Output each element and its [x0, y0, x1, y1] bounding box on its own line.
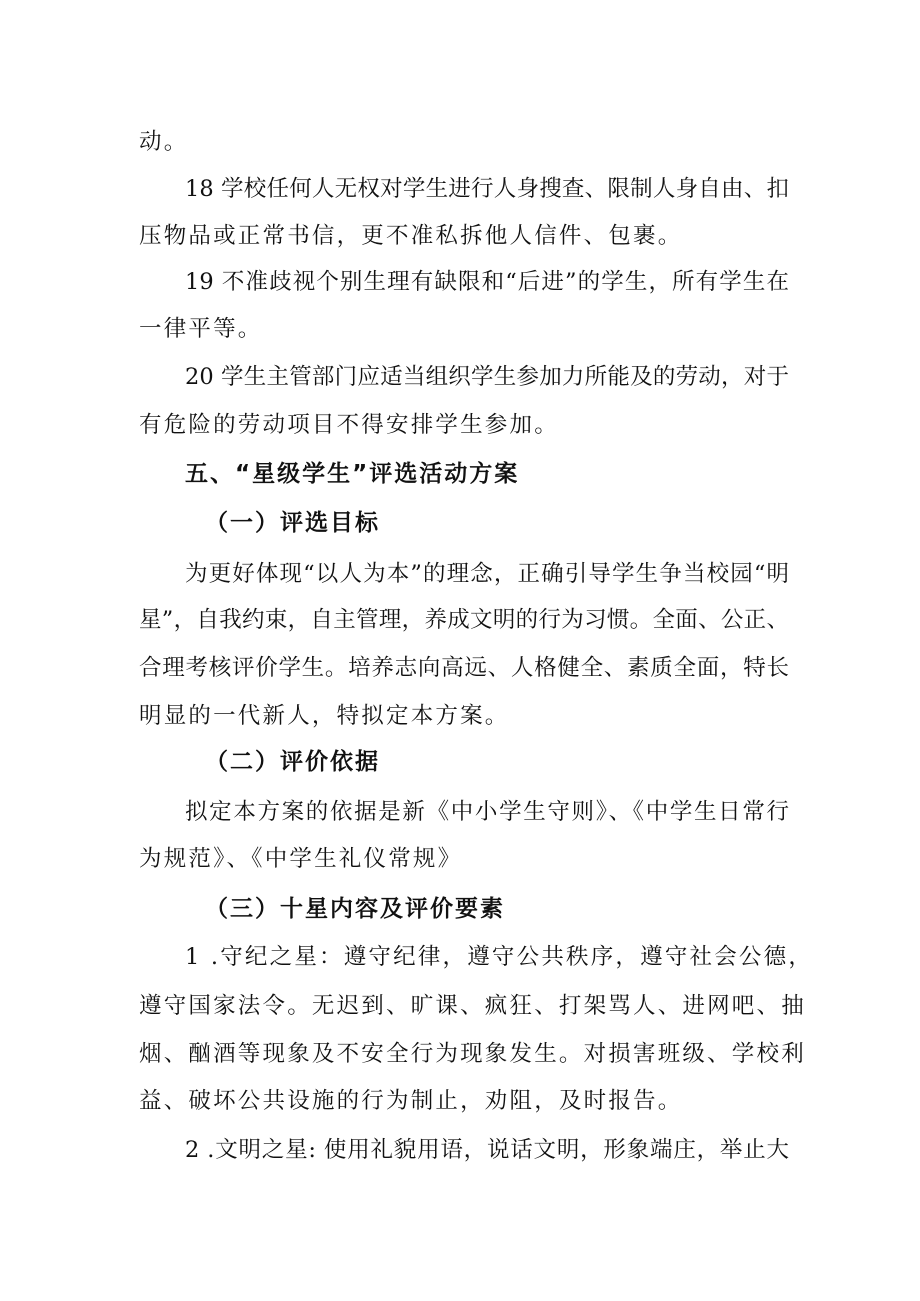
rule-19-line-2: 一律平等。 [139, 316, 263, 342]
star-1-line-1: 1 .守纪之星：遵守纪律，遵守公共秩序，遵守社会公德， [185, 944, 814, 970]
basis-line-2: 为规范》、《中学生礼仪常规》 [139, 846, 463, 872]
rule-18-line-2: 压物品或正常书信，更不准私拆他人信件、包裹。 [139, 223, 683, 249]
star-2-line-1: 2 .文明之星: 使用礼貌用语，说话文明，形象端庄，举止大 [185, 1137, 789, 1163]
goal-line-2: 星”，自我约束，自主管理，养成文明的行为习惯。全面、公正、 [139, 607, 789, 633]
paragraph-line: 动。 [139, 129, 189, 155]
rule-18-line-1: 18 学校任何人无权对学生进行人身搜查、限制人身自由、扣 [185, 176, 789, 202]
rule-20-line-1: 20 学生主管部门应适当组织学生参加力所能及的劳动，对于 [185, 364, 789, 390]
subsection-heading-2: （二）评价依据 [205, 749, 380, 775]
subsection-heading-3: （三）十星内容及评价要素 [205, 896, 505, 922]
subsection-heading-1: （一）评选目标 [205, 510, 380, 536]
star-1-line-4: 益、破坏公共设施的行为制止，劝阻，及时报告。 [139, 1088, 683, 1114]
rule-19-line-1: 19 不准歧视个别生理有缺限和“后进”的学生，所有学生在 [185, 269, 789, 295]
section-heading: 五、“星级学生”评选活动方案 [185, 461, 520, 487]
star-1-line-3: 烟、酗酒等现象及不安全行为现象发生。对损害班级、学校利 [139, 1041, 806, 1067]
star-1-line-2: 遵守国家法令。无迟到、旷课、疯狂、打架骂人、进网吧、抽 [139, 993, 806, 1019]
rule-20-line-2: 有危险的劳动项目不得安排学生参加。 [139, 412, 559, 438]
basis-line-1: 拟定本方案的依据是新《中小学生守则》、《中学生日常行 [185, 799, 789, 825]
goal-line-1: 为更好体现“以人为本”的理念，正确引导学生争当校园“明 [185, 561, 789, 587]
goal-line-3: 合理考核评价学生。培养志向高远、人格健全、素质全面，特长 [139, 655, 789, 681]
goal-line-4: 明显的一代新人，特拟定本方案。 [139, 703, 510, 729]
